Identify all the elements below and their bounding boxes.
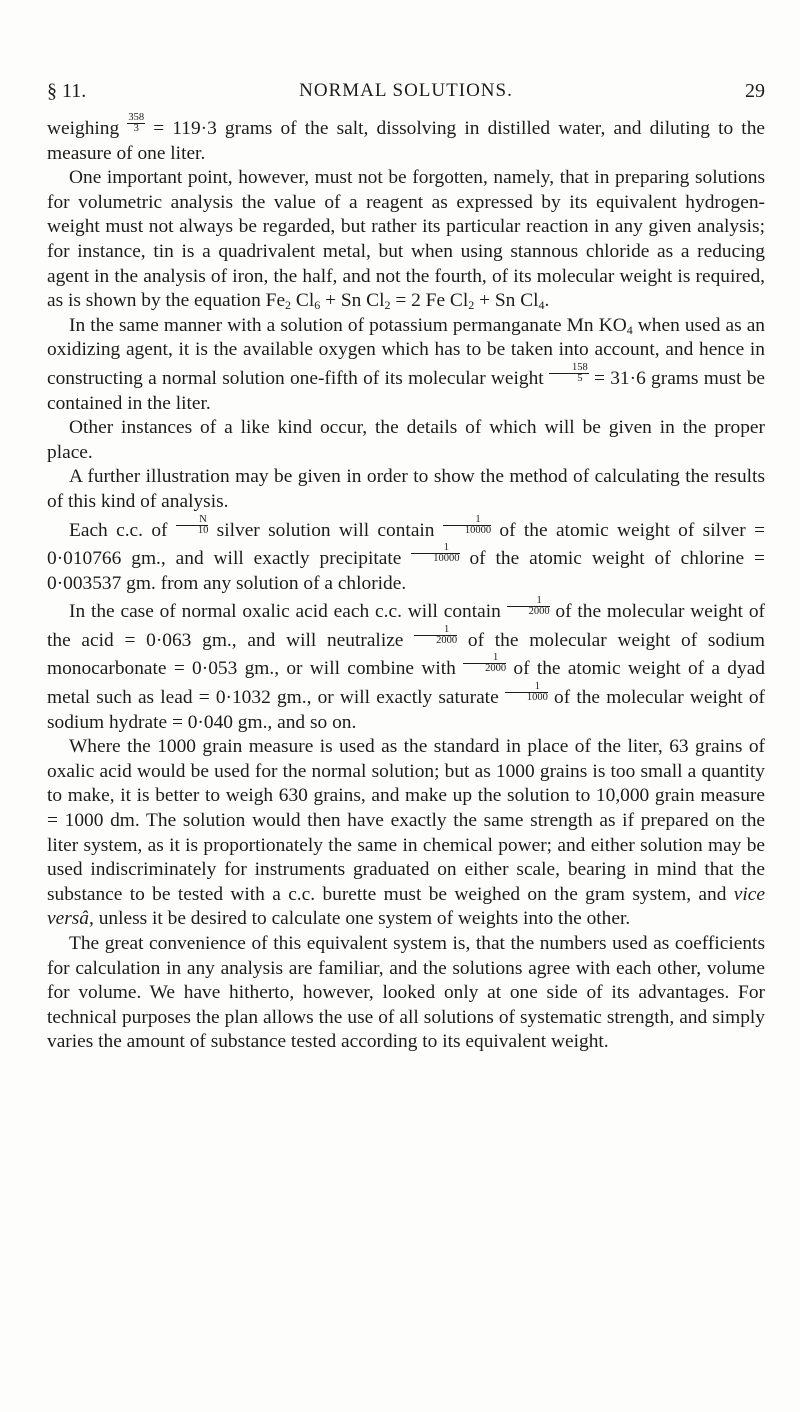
fraction: $\frac{1}{2000}$: [507, 596, 550, 617]
paragraph-2: One important point, however, must not be forgotten, namely, that in preparing solutions for volumetric analysis the value of a reagent as expressed by its equivalent hydrogen-weight must not always be regarded, but rather its particular reaction in any given analysis; for instance, tin is a quadrivalent metal, but when using stannous chloride as a reducing agent in the analysis of iron, the half, and not the fourth, of its molecular weight is required, as is shown by the equation $Fe_2$ $Cl_6 + Sn$ $Cl_2 = 2$ Fe $Cl_2 + Sn$ $Cl_4$.: [47, 167, 765, 313]
fraction: $\frac{1}{10000}$: [411, 543, 459, 564]
running-header: [47, 80, 765, 110]
paragraph-5: A further illustration may be given in order to show the method of calculating the results of this kind of analysis.: [47, 466, 765, 512]
fraction: $\frac{1}{2000}$: [414, 625, 457, 646]
paragraph-1: weighing $\frac{358}{3}$ = 119·3 grams of the salt, dissolving in distilled water, and diluting to the measure of one liter.: [47, 112, 765, 164]
fraction: $\frac{1}{10000}$: [443, 515, 491, 536]
paragraph-8: Where the 1000 grain measure is used as the standard in place of the liter, 63 grains of oxalic acid would be used for the normal solution; but as 1000 grains is too small a quantity to make, it is better to weigh 630 grains, and make up the solution to 10,000 grain measure = 1000 dm. The solution would then have exactly the same strength as if prepared on the liter system, as it is proportionately the same in chemical power; and either solution may be used indiscriminately for instruments graduated on either scale, bearing in mind that the substance to be tested with a c.c. burette must be weighed on the gram system, and vice versâ, unless it be desired to calculate one system of weights into the other.: [47, 736, 765, 930]
fraction: $\frac{N}{10}$: [176, 515, 209, 536]
fraction: $\frac{358}{3}$: [128, 112, 145, 134]
paragraph-3: In the same manner with a solution of potassium permanganate Mn $KO_4$ when used as an oxidizing agent, it is the available oxygen which has to be taken into account, and hence in constructing a normal solution one-fifth of its molecular weight $\frac{158}{5}$ = 31·6 grams must be contained in the liter.: [47, 314, 766, 414]
paragraph-9: The great convenience of this equivalent system is, that the numbers used as coefficients for calculation in any analysis are familiar, and the solutions agree with each other, volume for volume. We have hitherto, however, looked only at one side of its advantages. For technical purposes the plan allows the use of all solutions of systematic strength, and simply varies the amount of substance tested according to its equivalent weight.: [47, 933, 765, 1053]
page-number: 29: [745, 80, 765, 102]
paragraph-4: Other instances of a like kind occur, the details of which will be given in the proper place.: [47, 417, 765, 463]
fraction: $\frac{1}{1000}$: [505, 682, 548, 703]
section-marker: § 11.: [47, 80, 87, 102]
paragraph-6: Each c.c. of $\frac{N}{10}$ silver solution will contain $\frac{1}{10000}$ of the atomic weight of silver = 0·010766 gm., and will exactly precipitate $\frac{1}{10000}$ of the atomic weight of chlorine = 0·003537 gm. from any solution of a chloride.: [47, 513, 766, 594]
paragraph-7: In the case of normal oxalic acid each c.c. will contain $\frac{1}{2000}$ of the molecular weight of the acid = 0·063 gm., and will neutralize $\frac{1}{2000}$ of the molecular weight of sodium monocarbonate = 0·053 gm., or will combine with $\frac{1}{2000}$ of the atomic weight of a dyad metal such as lead = 0·1032 gm., or will exactly saturate $\frac{1}{1000}$ of the molecular weight of sodium hydrate = 0·040 gm., and so on.: [47, 595, 765, 733]
fraction: $\frac{158}{5}$: [549, 363, 589, 384]
italic-phrase: vice versâ,: [47, 883, 765, 930]
fraction: $\frac{1}{2000}$: [463, 653, 506, 674]
page-title: NORMAL SOLUTIONS.: [299, 80, 513, 101]
body-text: [47, 113, 765, 1055]
